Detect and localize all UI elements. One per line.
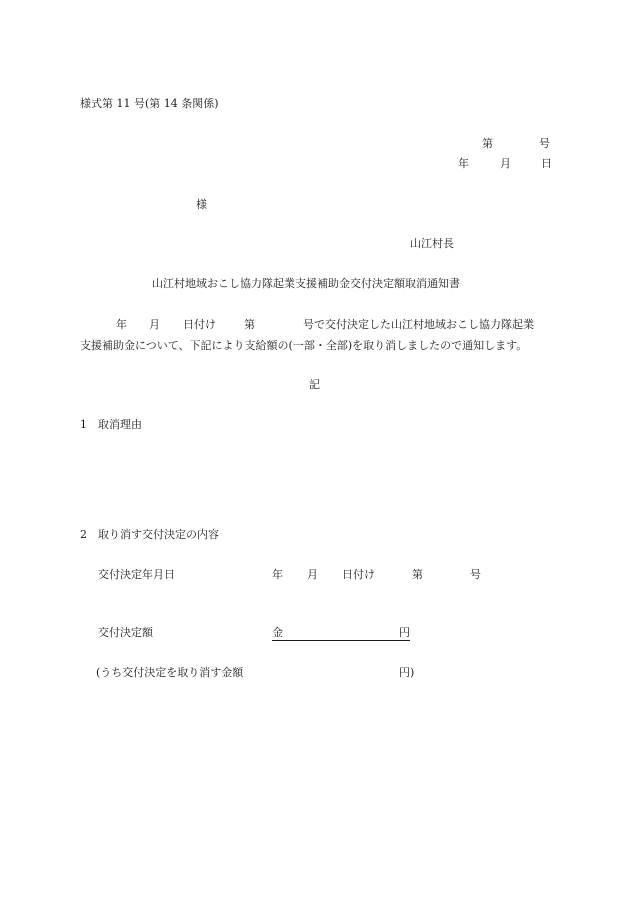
doc-number-go: 号 — [539, 137, 550, 150]
date-tsuki: 月 — [500, 157, 511, 170]
date-nen: 年 — [458, 157, 469, 170]
body-tsuki: 月 — [149, 318, 160, 331]
section2-heading: 2 取り消す交付決定の内容 — [80, 528, 219, 541]
decision-date-go: 号 — [470, 568, 481, 581]
document-title: 山江村地域おこし協力隊起業支援補助金交付決定額取消通知書 — [152, 277, 460, 290]
form-number: 様式第 11 号(第 14 条関係) — [80, 97, 219, 110]
addressee-sama: 様 — [196, 198, 207, 211]
body-nen: 年 — [116, 318, 127, 331]
decision-date-nen: 年 — [272, 568, 283, 581]
decision-amount-label: 交付決定額 — [98, 626, 153, 639]
body-hizuke: 日付け — [183, 318, 216, 331]
doc-number-dai: 第 — [482, 137, 493, 150]
body-line1-rest: 号で交付決定した山江村地域おこし協力隊起業 — [303, 318, 534, 331]
decision-date-label: 交付決定年月日 — [98, 568, 175, 581]
decision-amount-field — [272, 626, 410, 641]
decision-date-hizuke: 日付け — [342, 568, 375, 581]
decision-date-tsuki: 月 — [307, 568, 318, 581]
decision-amount-yen: 円 — [399, 626, 410, 639]
decision-date-dai: 第 — [412, 568, 423, 581]
cancel-amount-label: (うち交付決定を取り消す金額 — [96, 666, 244, 679]
decision-amount-kin: 金 — [272, 626, 283, 639]
cancel-amount-yen: 円) — [399, 666, 415, 679]
body-line2: 支援補助金について、下記により支給額の(一部・全部)を取り消しましたので通知します。 — [80, 339, 528, 352]
body-dai: 第 — [244, 318, 255, 331]
date-hi: 日 — [541, 157, 552, 170]
sender-name: 山江村長 — [410, 237, 454, 250]
ki-heading: 記 — [309, 378, 320, 391]
section1-heading: 1 取消理由 — [80, 418, 142, 431]
